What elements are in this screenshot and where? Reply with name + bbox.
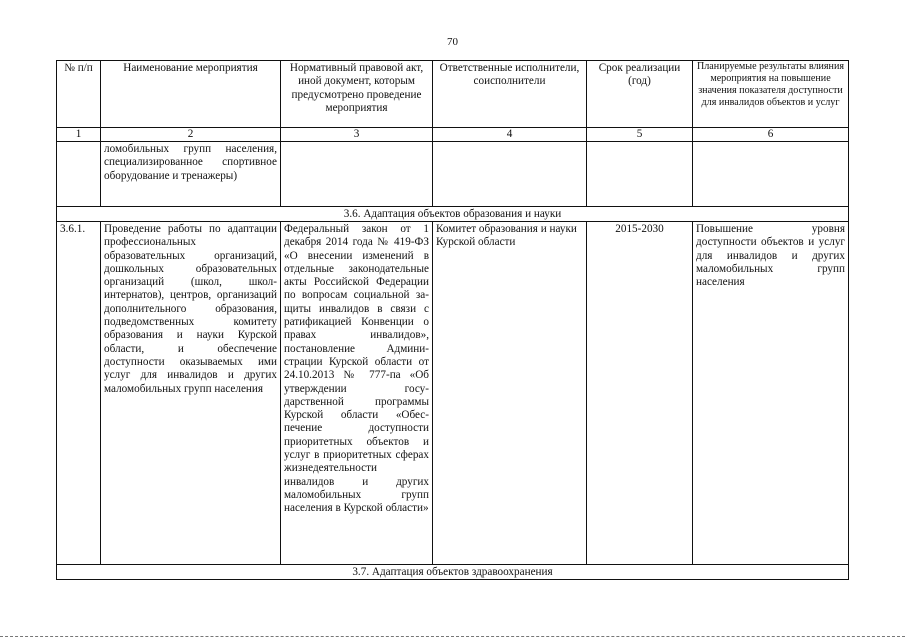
cell-name: Проведение работы по адаптации профессиональных образовательных организаций, дошкольных образовательных организаций (школ, школ-интернатов), центров, организаций дополнительного образования, подведомственных комитету образования и науки Курской области, и обеспечение доступности оказываемых ими услуг для инвалидов и других маломобильных групп населения [101, 222, 281, 565]
header-act: Нормативный правовой акт, иной документ, которым предусмотрено проведение мероприятия [281, 61, 433, 128]
header-num: № п/п [57, 61, 101, 128]
column-number: 2 [101, 128, 281, 142]
header-result: Планируемые результаты влияния мероприятия на повышение значения показателя доступности для инвалидов объектов и услуг [693, 61, 849, 128]
cell-name: ломобильных групп населения, специализированное спортивное оборудование и тренажеры) [101, 142, 281, 207]
cell-act [281, 142, 433, 207]
table-header-row [57, 61, 849, 128]
cell-result: Повышение уровня доступности объектов и услуг для инвалидов и других маломобильных групп населения [693, 222, 849, 565]
header-name: Наименование мероприятия [101, 61, 281, 128]
column-numbers-row [57, 128, 849, 142]
column-number: 3 [281, 128, 433, 142]
cell-term: 2015-2030 [587, 222, 693, 565]
column-number: 5 [587, 128, 693, 142]
cell-result [693, 142, 849, 207]
section-heading-row [57, 565, 849, 580]
cell-responsible [433, 142, 587, 207]
column-number: 6 [693, 128, 849, 142]
scan-edge-line [0, 636, 905, 637]
cell-act: Федеральный закон от 1 декабря 2014 года № 419-ФЗ «О внесении изменений в отдельные законодательные акты Российской Федерации по вопросам социальной защиты инвалидов в связи с ратификацией Конвенции о правах инвалидов», постановление Администрации Курской области от 24.10.2013 № 777-па «Об утверждении государственной программы Курской области «Обеспечение доступности приоритетных объектов и услуг в приоритетных сферах жизнедеятельности инвалидов и других маломобильных групп населения в Курской области» [281, 222, 433, 565]
column-number: 1 [57, 128, 101, 142]
measures-table [56, 60, 849, 580]
page-number: 70 [447, 36, 458, 48]
section-heading: 3.6. Адаптация объектов образования и науки [57, 207, 849, 222]
table-row [57, 142, 849, 207]
column-number: 4 [433, 128, 587, 142]
section-heading-row [57, 207, 849, 222]
section-heading: 3.7. Адаптация объектов здравоохранения [57, 565, 849, 580]
header-term: Срок реализации (год) [587, 61, 693, 128]
cell-num: 3.6.1. [57, 222, 101, 565]
cell-responsible: Комитет образования и науки Курской области [433, 222, 587, 565]
cell-num [57, 142, 101, 207]
table-row [57, 222, 849, 565]
cell-term [587, 142, 693, 207]
header-responsible: Ответственные исполнители, соисполнители [433, 61, 587, 128]
